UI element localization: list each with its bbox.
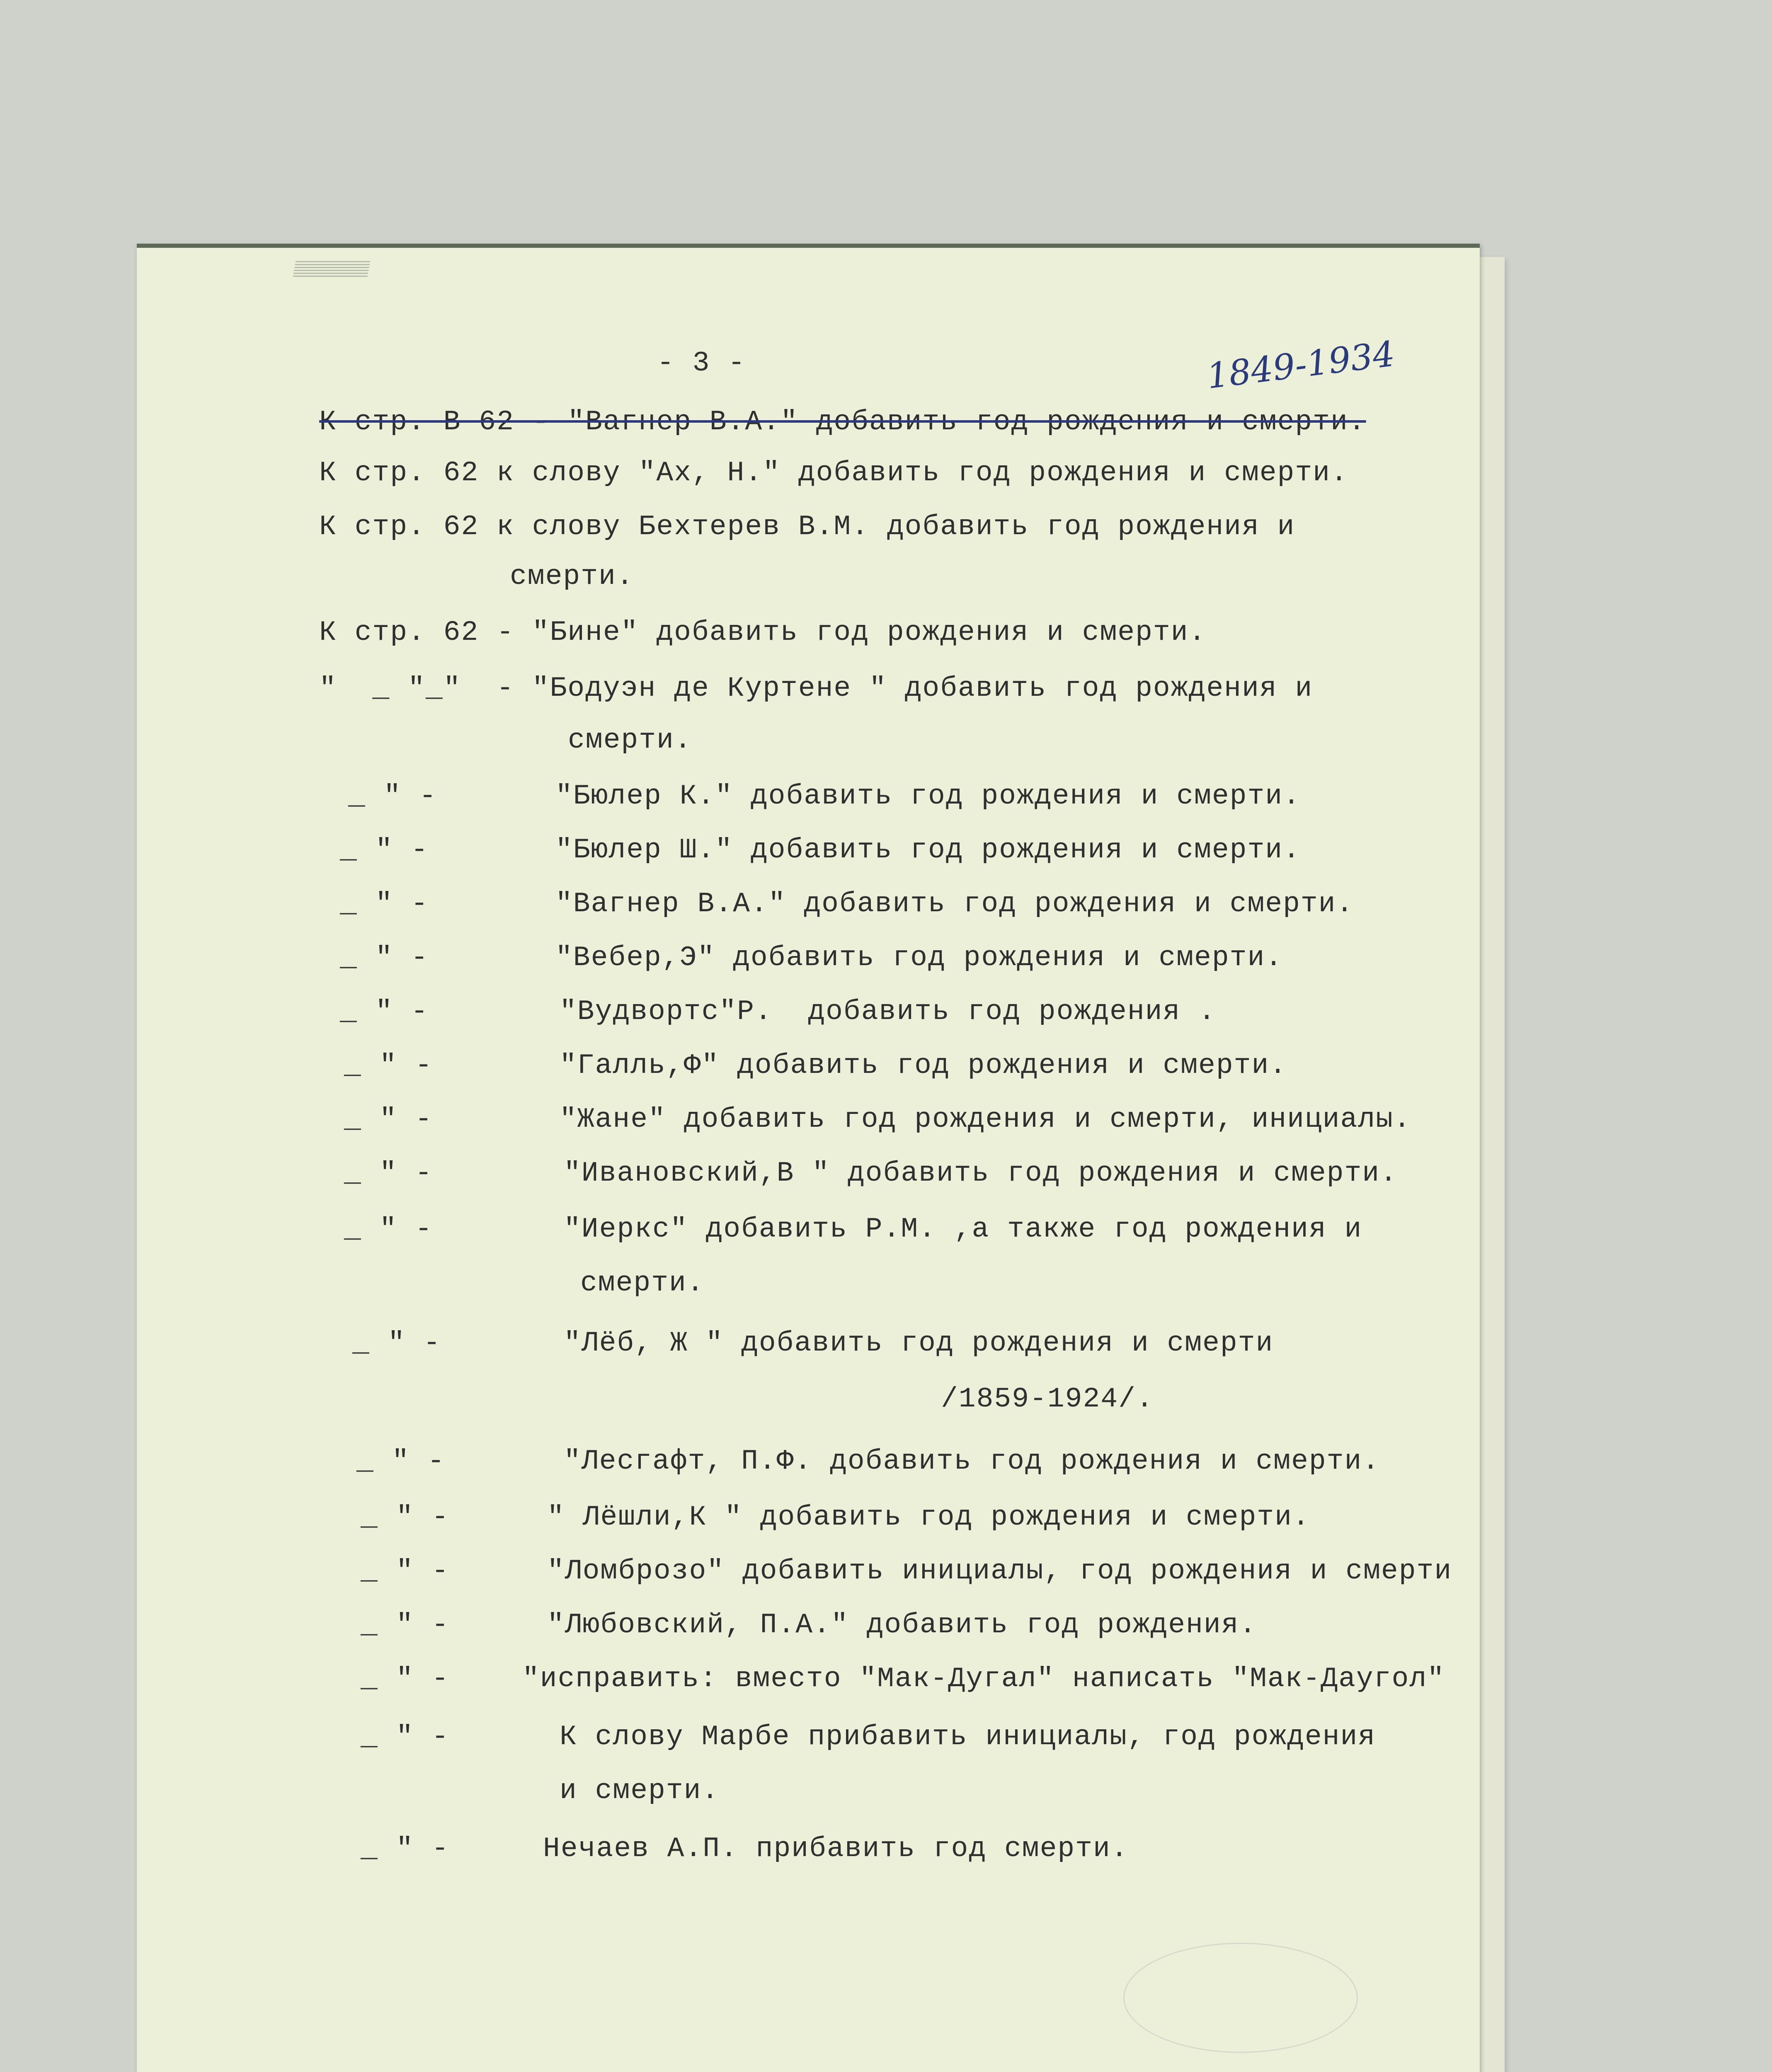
ditto-mark: _ " -	[344, 1050, 433, 1082]
document-line: "Вебер,Э" добавить год рождения и смерти.	[555, 942, 1283, 974]
ditto-mark: _ " -	[361, 1555, 450, 1587]
document-line: " _ "_" - "Бодуэн де Куртене " добавить год рождения и	[319, 673, 1313, 704]
ditto-mark: _ " -	[340, 834, 429, 866]
ditto-mark: _ " -	[352, 1327, 441, 1359]
ditto-mark: _ " -	[340, 942, 429, 974]
document-line: "исправить: вместо "Мак-Дугал" написать "Мак-Даугол"	[522, 1663, 1445, 1695]
document-line: Нечаев А.П. прибавить год смерти.	[543, 1833, 1129, 1865]
document-line: К стр. 62 к слову Бехтерев В.М. добавить год рождения и	[319, 511, 1295, 543]
ditto-mark: _ " -	[348, 780, 437, 812]
document-line: "Бюлер К." добавить год рождения и смерти.	[555, 780, 1301, 812]
document-line: "Лёб, Ж " добавить год рождения и смерти	[564, 1327, 1274, 1359]
document-line: "Ломброзо" добавить инициалы, год рождения и смерти	[547, 1555, 1452, 1587]
handwritten-note: 1849-1934	[1204, 333, 1397, 397]
document-line: /1859-1924/.	[941, 1383, 1154, 1415]
page-number: - 3 -	[657, 347, 746, 379]
document-line: К слову Марбе прибавить инициалы, год рождения	[560, 1721, 1376, 1753]
document-line: смерти.	[510, 561, 634, 593]
document-line: "Жане" добавить год рождения и смерти, инициалы.	[560, 1104, 1411, 1135]
ditto-mark: _ " -	[340, 996, 429, 1028]
ink-smudge	[293, 260, 370, 277]
ditto-mark: _ " -	[340, 888, 429, 920]
document-line: К стр. 62 к слову "Ах, Н." добавить год рождения и смерти.	[319, 457, 1348, 489]
ditto-mark: _ " -	[361, 1833, 450, 1865]
document-line: "Любовский, П.А." добавить год рождения.	[547, 1609, 1257, 1641]
document-line: "Лесгафт, П.Ф. добавить год рождения и смерти.	[564, 1445, 1380, 1477]
ditto-mark: _ " -	[361, 1721, 450, 1753]
document-line: К стр. 62 - "Бине" добавить год рождения и смерти.	[319, 617, 1207, 649]
ditto-mark: _ " -	[344, 1157, 433, 1189]
faint-stamp	[1123, 1943, 1358, 2053]
ditto-mark: _ " -	[361, 1609, 450, 1641]
document-line: "Ивановский,В " добавить год рождения и смерти.	[564, 1157, 1398, 1189]
document-line: "Галль,Ф" добавить год рождения и смерти.	[560, 1050, 1287, 1082]
document-line: К стр. В 62 - "Вагнер В.А." добавить год рождения и смерти.	[319, 406, 1366, 438]
document-line: " Лёшли,К " добавить год рождения и смерти.	[547, 1501, 1310, 1533]
ditto-mark: _ " -	[356, 1445, 446, 1477]
document-page	[137, 244, 1480, 2072]
ditto-mark: _ " -	[361, 1501, 450, 1533]
document-line: смерти.	[568, 724, 692, 756]
document-line: "Бюлер Ш." добавить год рождения и смерти.	[555, 834, 1301, 866]
document-line: "Вагнер В.А." добавить год рождения и смерти.	[555, 888, 1354, 920]
ditto-mark: _ " -	[361, 1663, 450, 1695]
document-line: и смерти.	[560, 1775, 720, 1807]
document-line: "Иеркс" добавить Р.М. ,а также год рождения и	[564, 1213, 1362, 1245]
ditto-mark: _ " -	[344, 1213, 433, 1245]
ditto-mark: _ " -	[344, 1104, 433, 1135]
document-line: смерти.	[580, 1267, 705, 1299]
document-line: "Вудвортс"Р. добавить год рождения .	[560, 996, 1216, 1028]
